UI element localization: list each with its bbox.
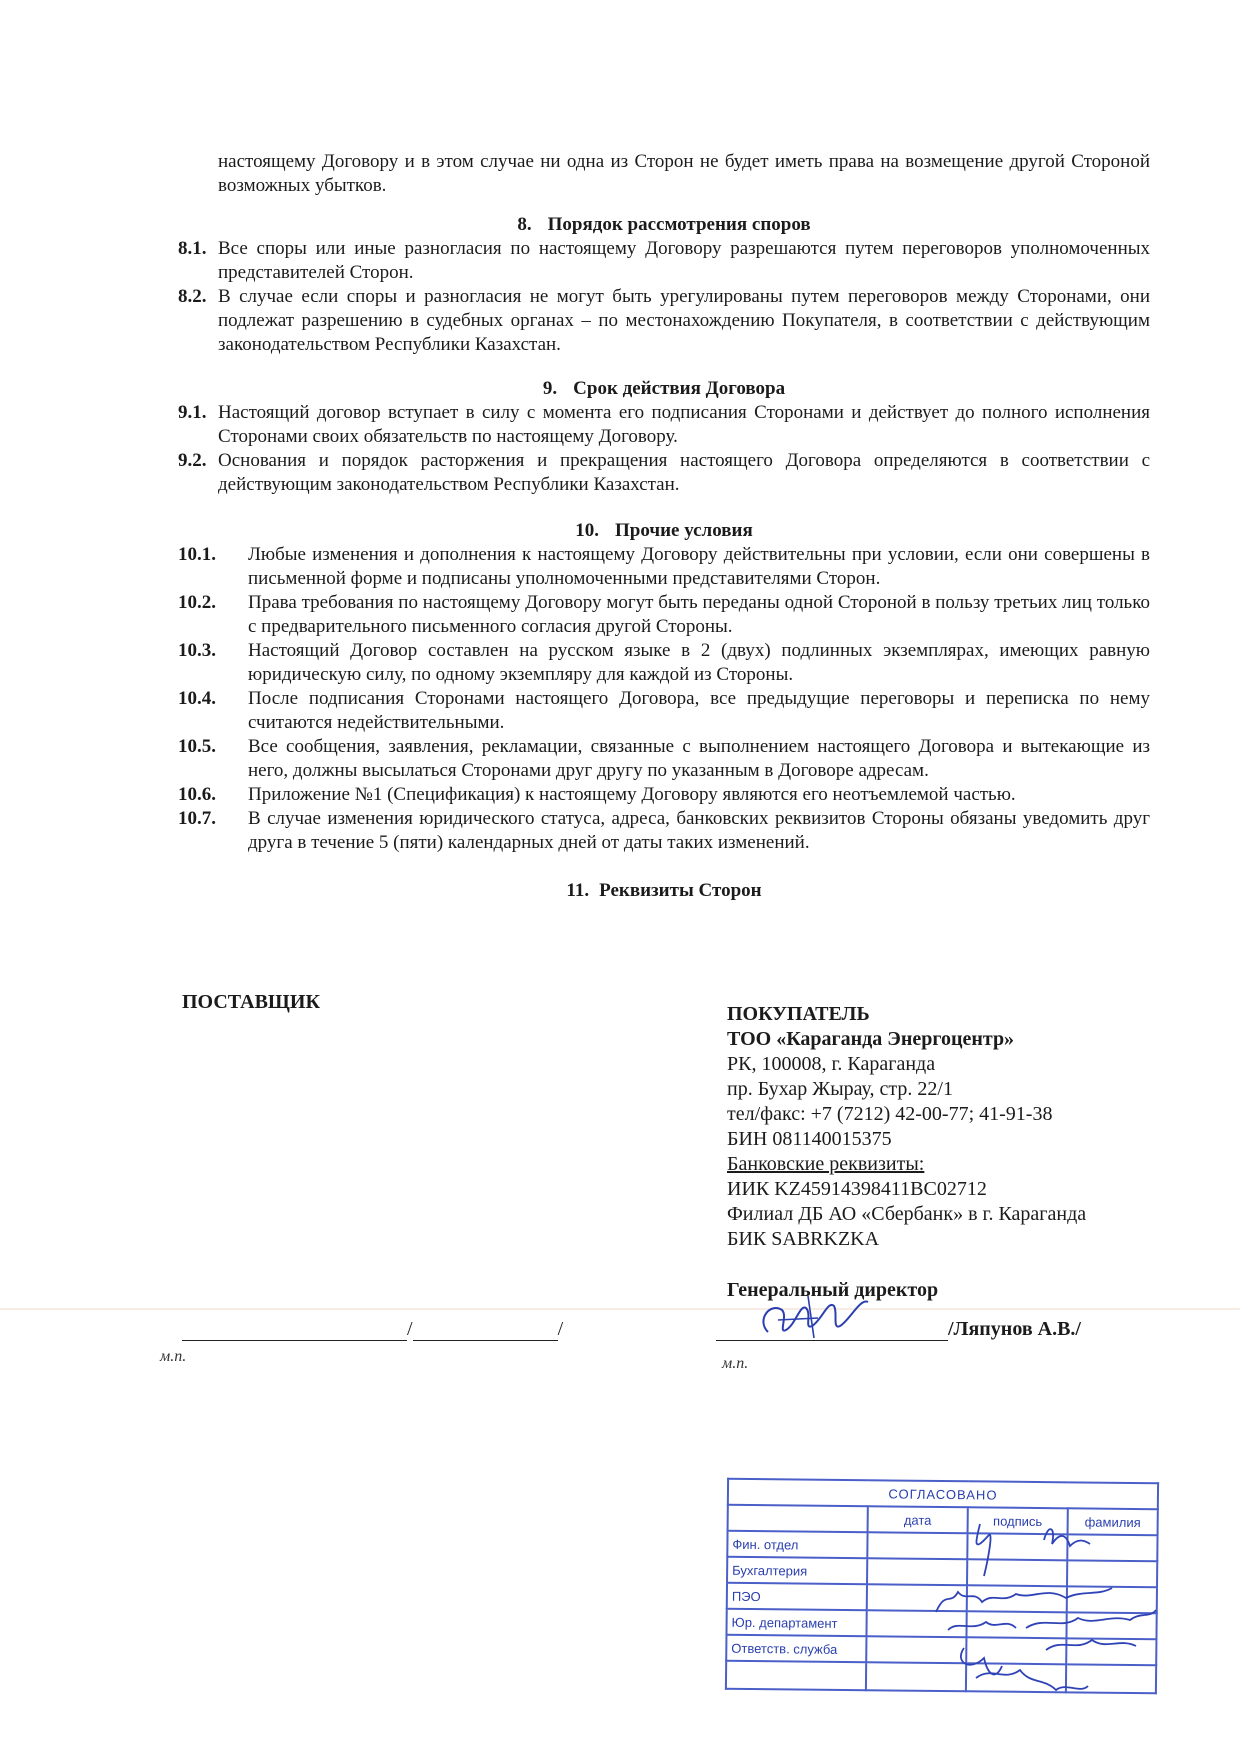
supplier-title: ПОСТАВЩИК (182, 991, 320, 1013)
approval-stamp (726, 1480, 1158, 1712)
clause-10-1 (178, 543, 1150, 591)
row-label-responsible-service: Ответств. служба (726, 1635, 866, 1662)
clause-10-2 (178, 591, 1150, 639)
clause-number: 10.7. (178, 808, 216, 829)
clause-text: Основания и порядок расторжения и прекращения настоящего Договора определяются в соответствии с действующим законодательством Республики Казахстан. (218, 450, 1150, 495)
clause-number: 10.1. (178, 544, 216, 565)
clause-text: В случае если споры и разногласия не могут быть урегулированы путем переговоров между Сторонами, они подлежат разрешению в судебных органах – по местонахождению Покупателя, в соответствии с действующим законодательством Республики Казахстан. (218, 286, 1150, 355)
section-title-text: Реквизиты Сторон (599, 880, 762, 901)
clause-text: Все сообщения, заявления, рекламации, связанные с выполнением настоящего Договора и вытекающие из него, должны высылаться Сторонами друг другу по указанным в Договоре адресам. (248, 736, 1150, 781)
clause-number: 8.1. (178, 238, 207, 259)
clause-10-4 (178, 687, 1150, 735)
director-position: Генеральный директор (727, 1279, 939, 1301)
column-header-date: дата (868, 1506, 968, 1533)
row-label-accounting: Бухгалтерия (727, 1557, 867, 1584)
signer-name: /Ляпунов А.В./ (948, 1318, 1081, 1340)
clause-number: 10.3. (178, 640, 216, 661)
clause-10-6 (178, 783, 1150, 807)
scan-edge-line (0, 1308, 1240, 1310)
buyer-address-line-2: пр. Бухар Жырау, стр. 22/1 (727, 1078, 953, 1100)
clause-9-2 (178, 449, 1150, 497)
clause-number: 10.4. (178, 688, 216, 709)
contract-body (178, 150, 1150, 903)
section-number: 9. (542, 378, 558, 399)
handwritten-approvals-icon (726, 1480, 1158, 1712)
director-signature-icon (748, 1290, 888, 1350)
buyer-company: ТОО «Караганда Энергоцентр» (727, 1028, 1015, 1050)
section-number: 10. (575, 520, 599, 541)
clause-number: 10.6. (178, 784, 216, 805)
section-number: 11. (566, 880, 590, 901)
section-10-title (178, 519, 1150, 543)
column-header-surname: фамилия (1068, 1508, 1158, 1535)
clause-10-3 (178, 639, 1150, 687)
clause-number: 8.2. (178, 286, 207, 307)
clause-text: Права требования по настоящему Договору могут быть переданы одной Стороной в пользу третьих лиц только с предварительного письменного согласия другой Стороны. (248, 592, 1150, 637)
clause-10-7 (178, 807, 1150, 855)
buyer-bin: БИН 081140015375 (727, 1128, 892, 1150)
row-label-legal-dept: Юр. департамент (726, 1609, 866, 1636)
clause-number: 9.1. (178, 402, 207, 423)
buyer-bank-name: Филиал ДБ АО «Сбербанк» в г. Караганда (727, 1203, 1087, 1225)
column-header-signature: подпись (968, 1507, 1068, 1534)
clause-number: 10.5. (178, 736, 216, 757)
bank-details-label: Банковские реквизиты: (727, 1153, 925, 1175)
clause-text: После подписания Сторонами настоящего Договора, все предыдущие переговоры и переписка по нему считаются недействительными. (248, 688, 1150, 733)
clause-number: 9.2. (178, 450, 207, 471)
buyer-details (727, 1002, 1147, 1252)
clause-text: Все споры или иные разногласия по настоящему Договору разрешаются путем переговоров уполномоченных представителей Сторон. (218, 238, 1150, 283)
clause-number: 10.2. (178, 592, 216, 613)
approval-stamp-title: СОГЛАСОВАНО (728, 1479, 1158, 1510)
clause-text: В случае изменения юридического статуса, адреса, банковских реквизитов Стороны обязаны уведомить друг друга в течение 5 (пяти) календарных дней от даты таких изменений. (248, 808, 1150, 853)
row-label-fin-dept: Фин. отдел (727, 1531, 867, 1558)
section-number: 8. (517, 214, 532, 235)
section-title-text: Прочие условия (615, 520, 753, 541)
intro-paragraph: настоящему Договору и в этом случае ни одна из Сторон не будет иметь права на возмещение другой Стороной возможных убытков. (218, 151, 1150, 196)
section-title-text: Срок действия Договора (573, 378, 786, 399)
supplier-signature-line: / / (182, 1318, 563, 1341)
supplier-stamp-place: м.п. (160, 1348, 187, 1365)
clause-9-1 (178, 401, 1150, 449)
buyer-bik: БИК SABRKZKA (727, 1228, 880, 1250)
clause-8-2 (178, 285, 1150, 357)
buyer-title: ПОКУПАТЕЛЬ (727, 1003, 870, 1025)
clause-8-1 (178, 237, 1150, 285)
buyer-phone: тел/факс: +7 (7212) 42-00-77; 41-91-38 (727, 1103, 1053, 1125)
buyer-iik: ИИК KZ45914398411BC02712 (727, 1178, 987, 1200)
clause-10-5 (178, 735, 1150, 783)
signature-blank (182, 1320, 407, 1341)
section-title-text: Порядок рассмотрения споров (547, 214, 811, 235)
section-9-title (178, 377, 1150, 401)
clause-text: Любые изменения и дополнения к настоящему Договору действительны при условии, если они совершены в письменной форме и подписаны уполномоченными представителями Сторон. (248, 544, 1150, 589)
clause-text: Приложение №1 (Спецификация) к настоящему Договору являются его неотъемлемой частью. (248, 784, 1016, 805)
clause-text: Настоящий договор вступает в силу с момента его подписания Сторонами и действует до полного исполнения Сторонами своих обязательств по настоящему Договору. (218, 402, 1150, 447)
section-11-title (178, 879, 1150, 903)
section-8-title (178, 213, 1150, 237)
clause-text: Настоящий Договор составлен на русском языке в 2 (двух) подлинных экземплярах, имеющих равную юридическую силу, по одному экземпляру для каждой из Стороны. (248, 640, 1150, 685)
name-blank (413, 1320, 558, 1341)
buyer-address-line-1: РК, 100008, г. Караганда (727, 1053, 936, 1075)
row-label-peo: ПЭО (727, 1583, 867, 1610)
buyer-stamp-place: м.п. (722, 1355, 749, 1372)
